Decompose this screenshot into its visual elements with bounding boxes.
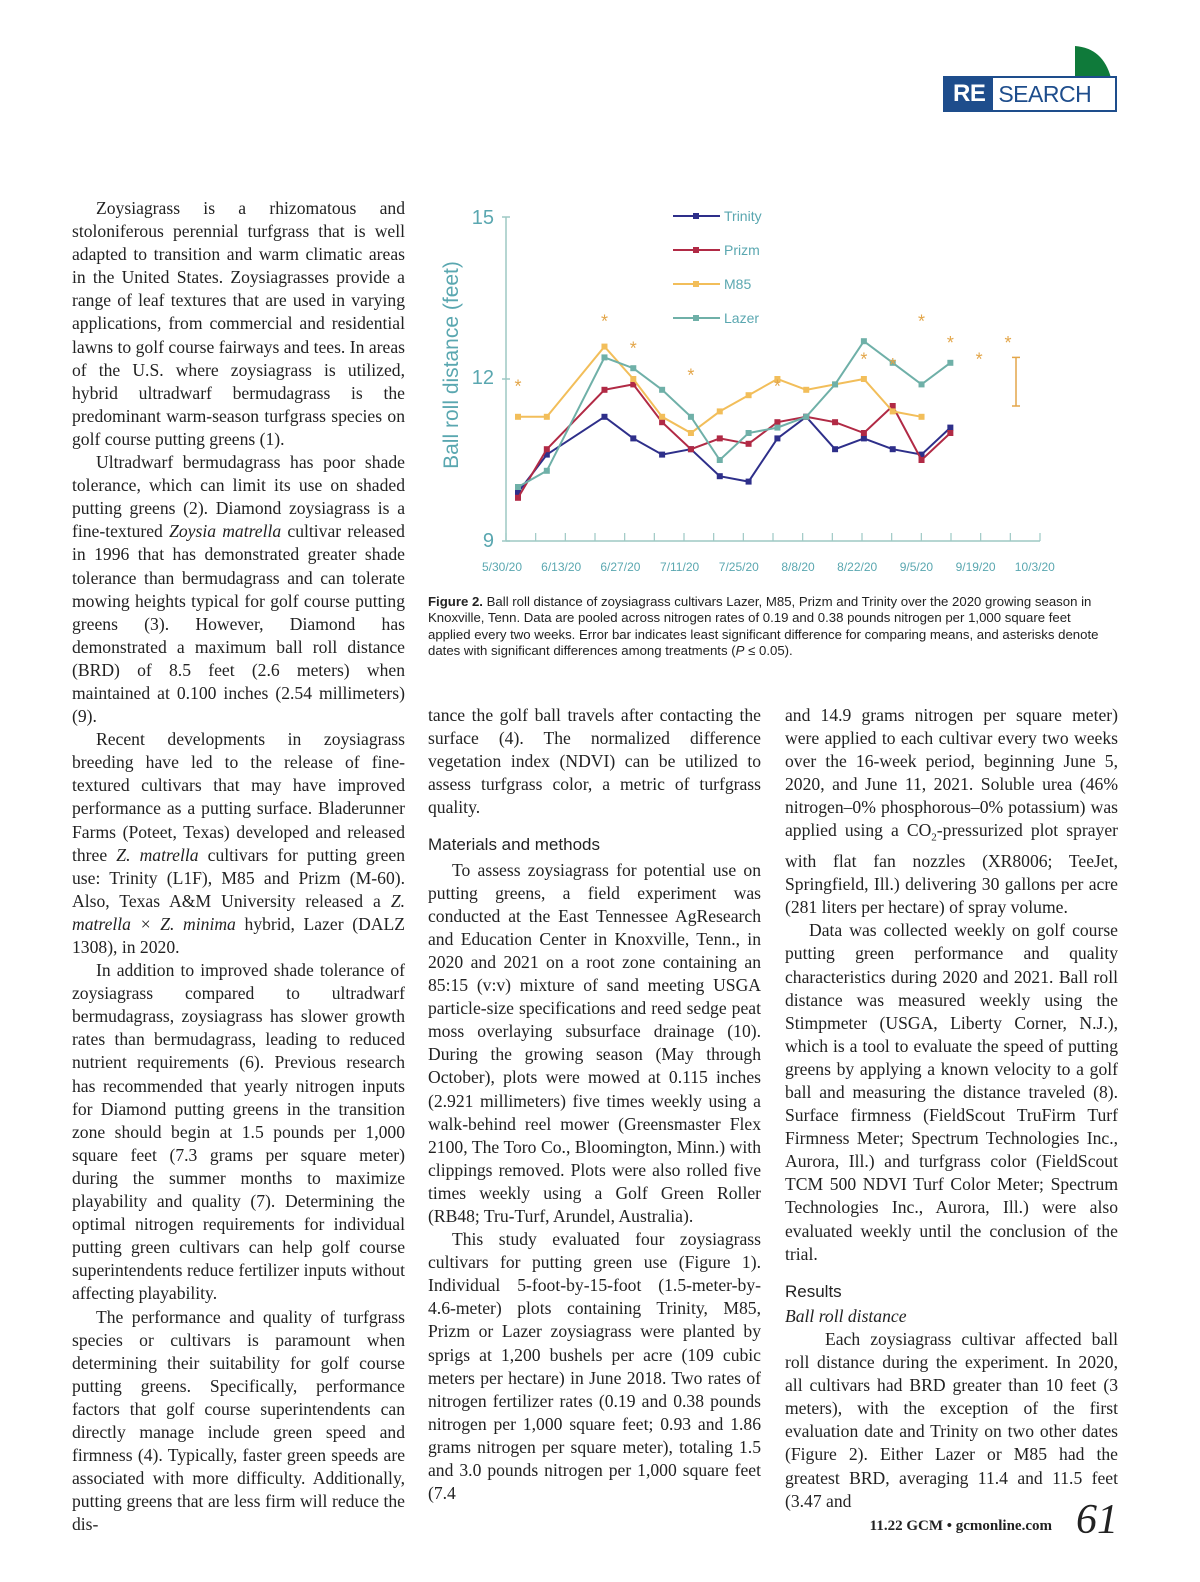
page-number: 61: [1076, 1497, 1118, 1543]
paragraph: and 14.9 grams nitrogen per square meter) were applied to each cultivar every two weeks over the 16-week period, beginning June 5, 2020, and June 11, 2021. Soluble urea (46% nitrogen–0% phosphorous–0% potassium) was applied using a $CO_2$-pressurized plot sprayer with flat fan nozzles (XR8006; TeeJet, Springfield, Ill.) delivering 30 gallons per acre (281 liters per hectare) of spray volume.: [785, 705, 1119, 918]
data-point-m85: [601, 344, 607, 350]
green-flag-icon: [1073, 44, 1113, 78]
data-point-lazer: [630, 365, 636, 371]
data-point-m85: [659, 414, 665, 420]
data-point-prizm: [601, 387, 607, 393]
chart-axes: [502, 217, 1040, 541]
legend-marker-lazer: [693, 315, 699, 321]
data-point-trinity: [890, 446, 896, 452]
paragraph: Ultradwarf bermudagrass has poor shade tolerance, which can limit its use on shaded putting greens (2). Diamond zoysiagrass is a fine-textured Zoysia matrella cultivar released in 1996 that has demonstrated greater shade tolerance than bermudagrass and can tolerate mowing heights typical for golf course putting greens (3). However, Diamond has demonstrated a maximum ball roll distance (BRD) of 8.5 feet (2.6 meters) when maintained at 0.100 inches (2.54 millimeters) (9).: [72, 452, 405, 727]
significance-star: *: [946, 333, 954, 354]
paragraph: To assess zoysiagrass for potential use on putting greens, a field experiment was conducted at the East Tennessee AgResearch and Education Center in Knoxville, Tenn., in 2020 and 2021 on a root zone containing an 85:15 (v:v) mixture of sand meeting USGA particle-size specifications and reed sedge peat moss overlaying subsurface drainage (10). During the growing season (May through October), plots were mowed at 0.115 inches (2.921 millimeters) five times weekly using a walk-behind reel mower (Greensmaster Flex 2100, The Toro Co., Bloomington, Minn.) with clippings removed. Plots were also rolled five times weekly using a Golf Green Roller (RB48; Tru-Turf, Arundel, Australia).: [428, 859, 761, 1226]
significance-star: *: [600, 311, 608, 332]
data-point-prizm: [688, 446, 694, 452]
data-point-trinity: [746, 479, 752, 485]
x-tick-label: 10/3/20: [1014, 560, 1055, 574]
legend-label-lazer: Lazer: [724, 310, 760, 326]
x-tick-label: 5/30/20: [481, 560, 523, 574]
data-point-lazer: [774, 425, 780, 431]
paragraph: Zoysiagrass is a rhizomatous and stoloniferous perennial turfgrass that is well adapted to transition and warm climatic areas in the United States. Zoysiagrasses provide a range of leaf textures that are used in varying applications, from commercial and residential lawns to golf course fairways and tees. In areas of the U.S. where zoysiagrass is utilized, hybrid ultradwarf bermudagrass is the predominant warm-season turfgrass species on golf course putting greens (1).: [72, 198, 405, 449]
paragraph: tance the golf ball travels after contacting the surface (4). The normalized difference vegetation index (NDVI) can be utilized to assess turfgrass color, a metric of turfgrass quality.: [428, 705, 761, 818]
y-tick-15: 15: [471, 207, 494, 229]
data-point-trinity: [659, 452, 665, 458]
data-point-prizm: [544, 446, 550, 452]
data-point-prizm: [717, 435, 723, 441]
significance-marks: [514, 312, 1011, 397]
lsd-error-bar: [1012, 357, 1020, 406]
x-tick-label: 7/25/20: [718, 560, 759, 574]
data-point-prizm: [774, 419, 780, 425]
data-point-lazer: [832, 381, 838, 387]
x-tick-label: 6/13/20: [541, 560, 582, 574]
issue-info: 11.22 GCM • gcmonline.com: [869, 1518, 1052, 1534]
data-point-lazer: [746, 430, 752, 436]
data-point-m85: [515, 414, 521, 420]
significance-star: *: [514, 376, 522, 397]
paragraph: This study evaluated four zoysiagrass cultivars for putting green use (Figure 1). Individual 5-foot-by-15-foot (1.5-meter-by-4.6-meter) plots containing Trinity, M85, Prizm or Lazer zoysiagrass were planted by sprigs at 1,200 bushels per acre (109 cubic meters per hectare) in June 2018. Two rates of nitrogen fertilizer rates (0.19 and 0.38 pounds nitrogen per 1,000 square feet; 0.93 and 1.86 grams nitrogen per square meter), totaling 1.5 and 3.0 pounds nitrogen per 1,000 square feet (7.4: [428, 1229, 761, 1504]
data-point-prizm: [832, 419, 838, 425]
significance-star: *: [687, 365, 695, 386]
badge-re: RE: [945, 78, 993, 110]
data-point-prizm: [947, 430, 953, 436]
data-point-m85: [919, 414, 925, 420]
data-point-m85: [746, 392, 752, 398]
significance-star: *: [629, 338, 637, 359]
data-point-m85: [630, 376, 636, 382]
page-footer: [858, 1496, 1118, 1548]
data-point-trinity: [630, 435, 636, 441]
x-tick-label: 6/27/20: [600, 560, 641, 574]
research-label-box: [943, 76, 1117, 112]
legend-label-trinity: Trinity: [724, 208, 762, 224]
data-point-trinity: [601, 414, 607, 420]
data-point-prizm: [659, 419, 665, 425]
y-tick-12: 12: [471, 367, 494, 389]
significance-star: *: [1004, 333, 1012, 354]
data-point-m85: [544, 414, 550, 420]
figure-caption: Figure 2. Ball roll distance of zoysiagrass cultivars Lazer, M85, Prizm and Trinity over the 2020 growing season in Knoxville, Tenn. Data are pooled across nitrogen rates of 0.19 and 0.38 pounds nitrogen per 1,000 square feet applied every two weeks. Error bar indicates least significant difference for comparing means, and asterisks denote dates with significant differences among treatments (P ≤ 0.05).: [428, 594, 1099, 658]
data-point-lazer: [544, 468, 550, 474]
legend-label-prizm: Prizm: [724, 242, 760, 258]
x-tick-label: 7/11/20: [660, 560, 700, 574]
x-tick-label: 9/19/20: [955, 560, 996, 574]
research-section-badge: [943, 44, 1117, 112]
significance-star: *: [889, 354, 897, 375]
x-tick-label: 9/5/20: [899, 560, 934, 574]
legend-marker-trinity: [693, 213, 699, 219]
data-point-trinity: [774, 435, 780, 441]
series-line-trinity: [518, 417, 950, 493]
significance-star: *: [860, 349, 868, 370]
legend-marker-prizm: [693, 247, 699, 253]
data-point-trinity: [717, 473, 723, 479]
data-point-prizm: [746, 441, 752, 447]
y-axis-label: Ball roll distance (feet): [440, 261, 463, 469]
x-tick-label: 8/8/20: [781, 560, 815, 574]
y-tick-9: 9: [482, 530, 494, 552]
chart-legend: [673, 208, 762, 326]
x-tick-labels: [482, 560, 1055, 574]
legend-marker-m85: [693, 281, 699, 287]
chart-series: [515, 338, 953, 501]
data-point-lazer: [515, 484, 521, 490]
data-point-lazer: [861, 338, 867, 344]
paragraph: Data was collected weekly on golf course putting green performance and quality characteristics during 2020 and 2021. Ball roll distance was measured weekly using the Stimpmeter (USGA, Liberty Corner, N.J.), which is a tool to evaluate the speed of putting greens by applying a known velocity to a golf ball and measuring the distance traveled (8). Surface firmness (FieldScout TruFirm Turf Firmness Meter; Spectrum Technologies Inc., Aurora, Ill.) and turfgrass color (FieldScout TCM 500 NDVI Turf Color Meter; Spectrum Technologies Inc., Aurora, Ill.) were also evaluated weekly until the conclusion of the trial.: [785, 920, 1118, 1264]
significance-star: *: [975, 349, 983, 370]
figure-label: Figure 2.: [428, 594, 483, 609]
data-point-lazer: [717, 457, 723, 463]
badge-search: SEARCH: [998, 80, 1092, 107]
paragraph: Each zoysiagrass cultivar affected ball roll distance during the experiment. In 2020, all cultivars had BRD greater than 10 feet (3 meters), with the exception of the first evaluation date and Trinity on two other dates (Figure 2). Either Lazer or M85 had the greatest BRD, averaging 11.4 and 11.5 feet (3.47 and: [785, 1328, 1118, 1511]
data-point-lazer: [803, 414, 809, 420]
paragraph: The performance and quality of turfgrass species or cultivars is paramount when determining their suitability for golf course putting greens. Specifically, performance factors that golf course superintendents can directly manage include green speed and firmness (4). Typically, faster green speeds are associated with more difficulty. Additionally, putting greens that are less firm will reduce the dis-: [72, 1306, 405, 1535]
chart-svg: [428, 195, 1118, 580]
data-point-trinity: [832, 446, 838, 452]
data-point-prizm: [515, 495, 521, 501]
article-column-1: [72, 197, 405, 1536]
data-point-lazer: [919, 381, 925, 387]
data-point-prizm: [919, 457, 925, 463]
data-point-lazer: [601, 354, 607, 360]
data-point-m85: [861, 376, 867, 382]
data-point-m85: [717, 408, 723, 414]
x-tick-label: 8/22/20: [837, 560, 878, 574]
paragraph: In addition to improved shade tolerance of zoysiagrass compared to ultradwarf bermudagrass, zoysiagrass has slower growth rates than bermudagrass, leading to reduced nutrient requirements (6). Previous research has recommended that yearly nitrogen inputs for Diamond putting greens in the transition zone should begin at 1.5 pounds per 1,000 square feet (7.3 grams per square meter) during the summer months to maximize playability and quality (7). Determining the optimal nitrogen requirements for individual putting green cultivars can help golf course superintendents reduce fertilizer inputs without affecting playability.: [72, 960, 405, 1304]
data-point-m85: [890, 408, 896, 414]
data-point-m85: [803, 387, 809, 393]
data-point-m85: [688, 430, 694, 436]
data-point-lazer: [688, 414, 694, 420]
data-point-lazer: [659, 387, 665, 393]
data-point-trinity: [947, 425, 953, 431]
subsection-heading: Ball roll distance: [785, 1305, 907, 1326]
article-column-2: [428, 704, 761, 1505]
data-point-trinity: [861, 435, 867, 441]
data-point-prizm: [861, 430, 867, 436]
legend-label-m85: M85: [724, 276, 752, 292]
section-heading: Results: [785, 1281, 842, 1301]
paragraph: Recent developments in zoysiagrass breeding have led to the release of fine-textured cultivars that may have improved performance as a putting surface. Bladerunner Farms (Poteet, Texas) developed and released three Z. matrella cultivars for putting green use: Trinity (L1F), M85 and Prizm (M-60). Also, Texas A&M University released a Z. matrella × Z. minima hybrid, Lazer (DALZ 1308), in 2020.: [72, 729, 406, 957]
significance-star: *: [918, 311, 926, 332]
article-column-3: [785, 704, 1118, 1513]
section-heading: Materials and methods: [428, 835, 600, 855]
ball-roll-chart: [428, 195, 1118, 580]
data-point-lazer: [947, 360, 953, 366]
significance-star: *: [773, 376, 781, 397]
